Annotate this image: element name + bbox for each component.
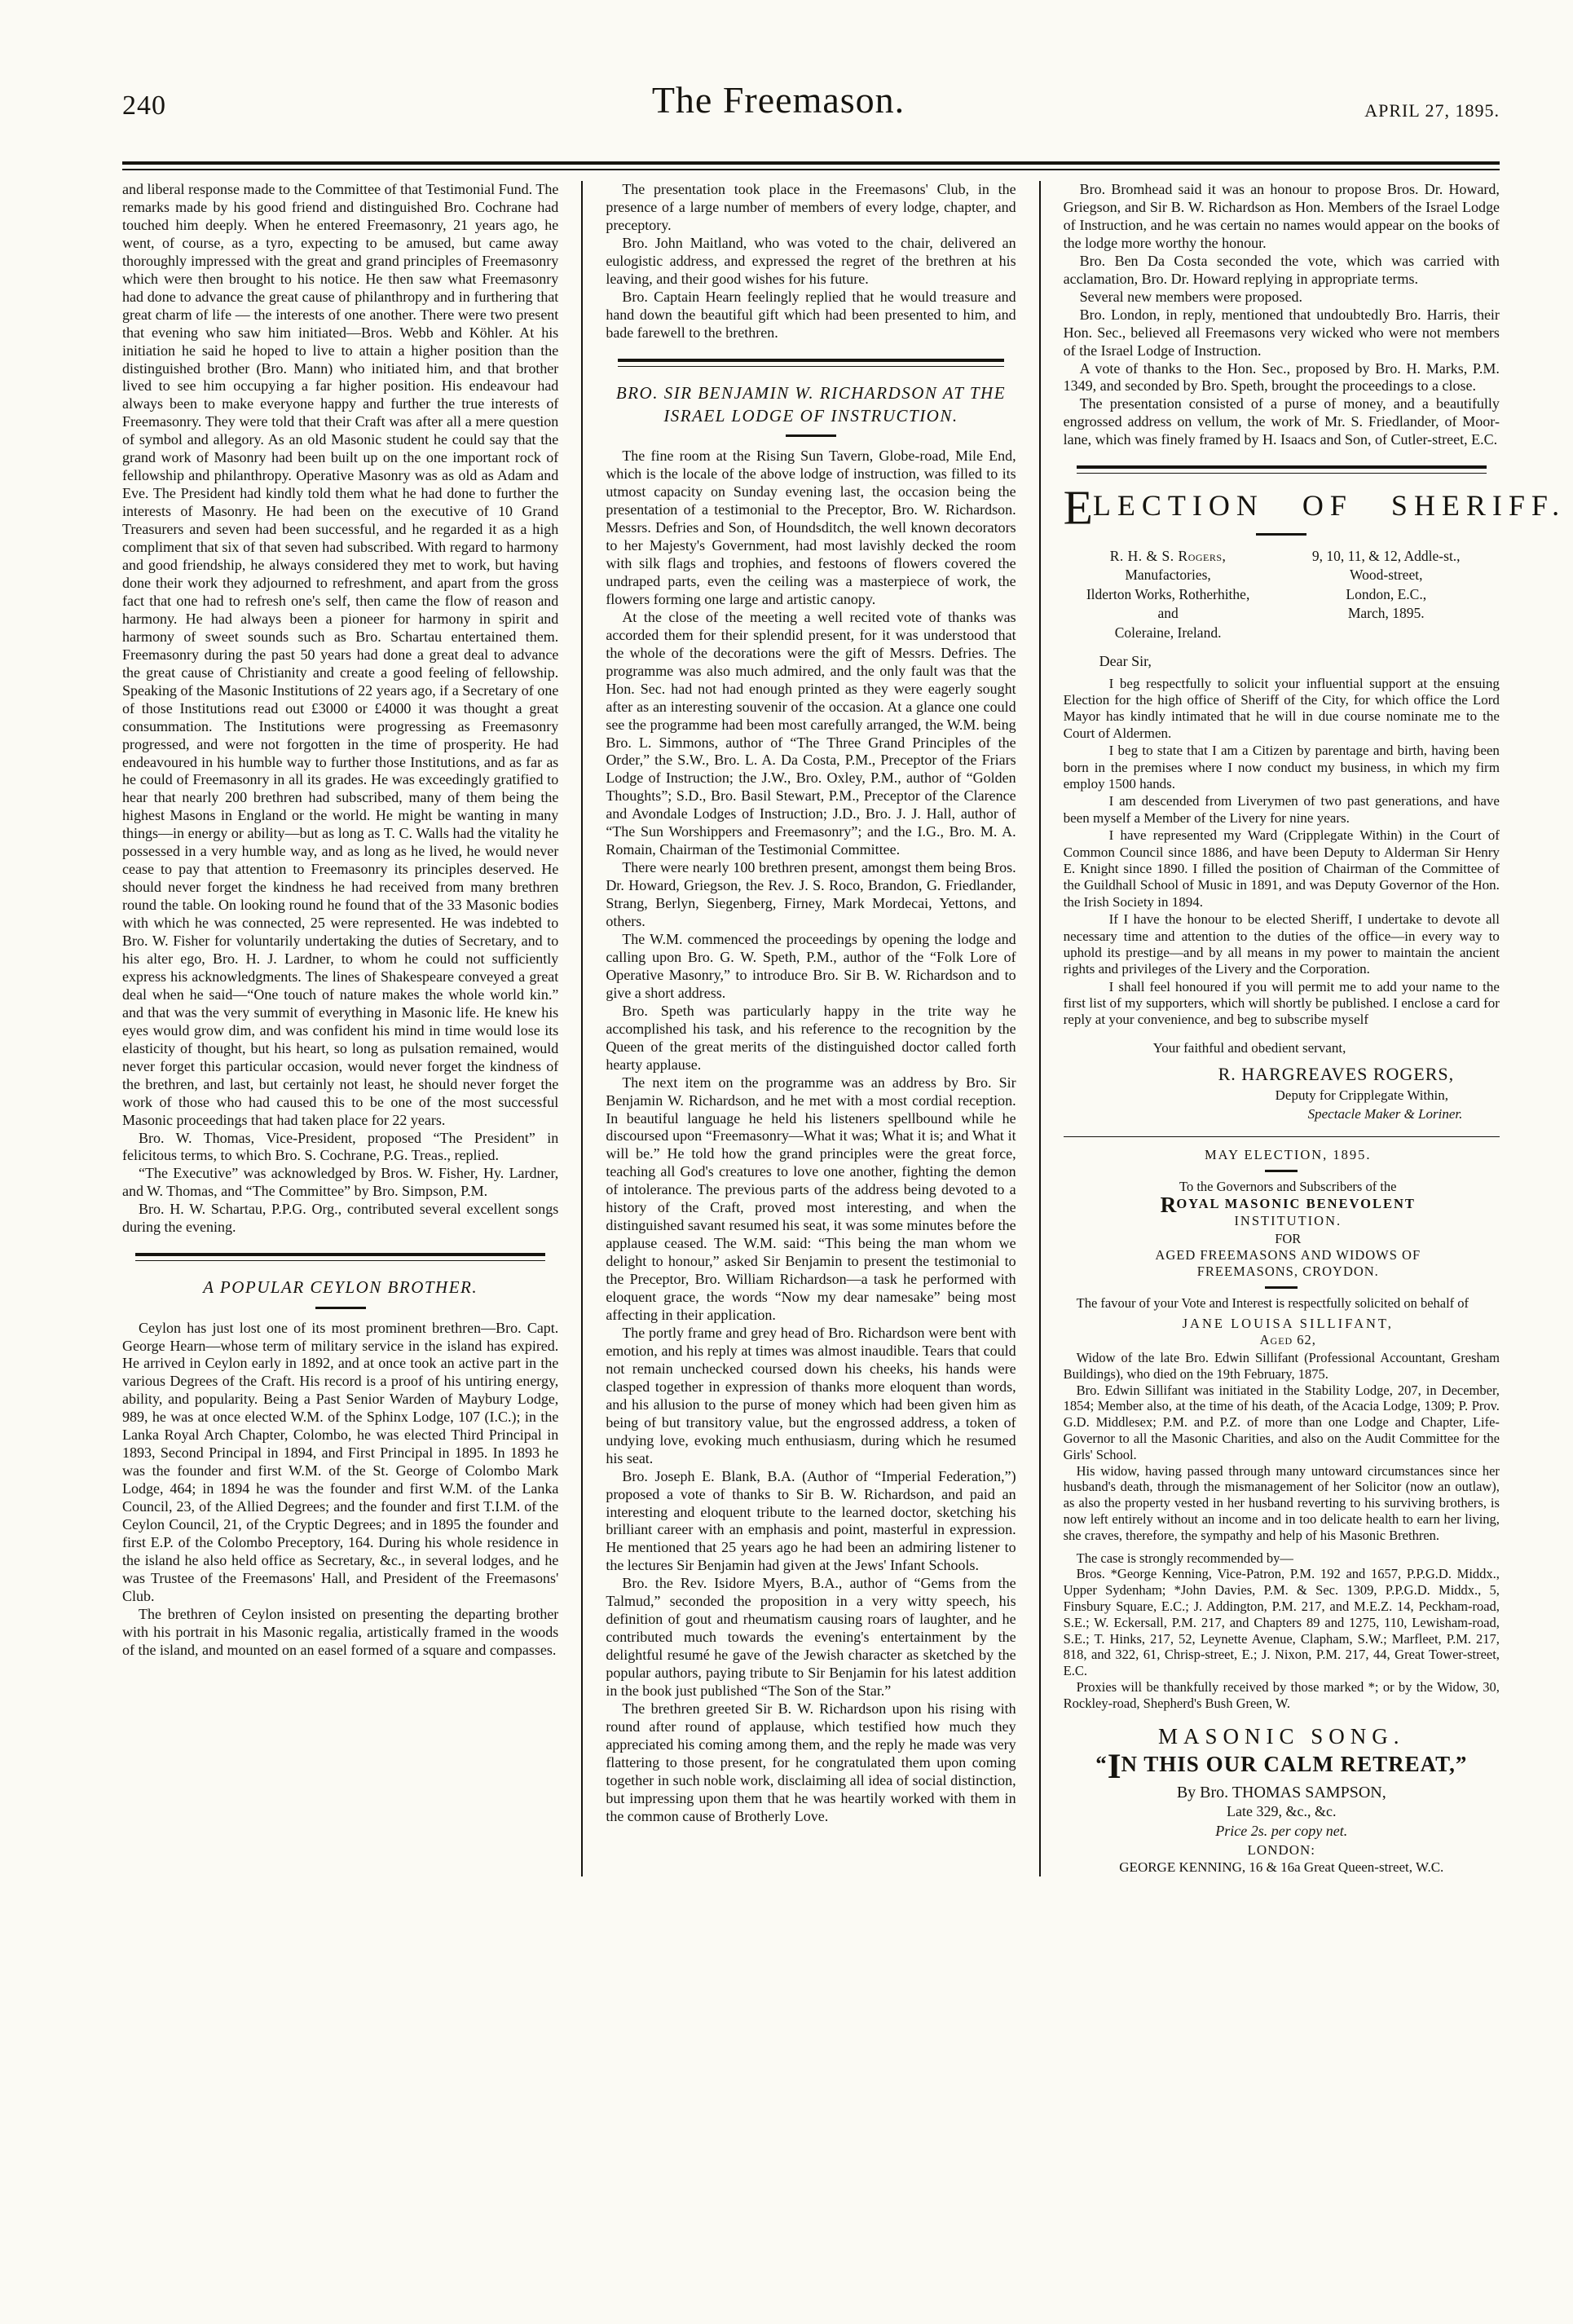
column-1 — [122, 181, 581, 1876]
song-price: Price 2s. per copy net. — [1215, 1822, 1348, 1839]
institution-line: INSTITUTION. — [1234, 1213, 1342, 1229]
ad-heading — [1063, 480, 1566, 535]
article-paragraph: and liberal response made to the Committee of that Testimonial Fund. The remarks made by his good friend and distinguished Bro. Cochrane had touched him deeply. When he entered Freemasonry, 21 years ago, he went, of course, as a tyro, expecting to be amused, but came away thoroughly impressed with the great and grand principles of Freemasonry which were then brought to his notice. He then saw what Freemasonry had done to advance the great cause of philanthropy and in furthering that great charm of life — the interests of one another. There were two present that evening who saw him initiated—Bros. Webb and Köhler. At his initiation he said he hoped to live to attain a higher position than the distinguished brother (Bro. Mann) who initiated him, and that brother lived to see him occupying a far higher position. His endeavour had always been to make everyone happy and further the true interests of Freemasonry. They were told that their Craft was after all a mere question of symbol and allegory. As an old Masonic student he could say that the grand work of Masonry had been built up on the one important rock of fellowship and philanthropy. Operative Masonry was as old as Adam and Eve. The President had kindly told them what he had done to further the interests of Masonry. He had been on the executive of 10 Grand Treasurers and seven had been successful, and he regarded it as a high compliment that six of that seven had subscribed. With regard to harmony and good friendship, he always considered they met to work, but having done their work they adjourned to refreshment, and apart from the gross fact that one had to refresh one's self, then came the flow of reason and harmony. He had always been a pioneer for harmony in spirit and harmony of sweet sounds such as Bro. Schartau entertained them. Freemasonry during the past 50 years had done a great deal to advance the great cause of Christianity and create a good feeling of fellowship. Speaking of the Masonic Institutions of 22 years ago, if a Secretary of one of those Institutions read out £3000 or £4000 it was thought a great consummation. The Institutions were progressing as Freemasonry progressed, and were not forgotten in the time of prosperity. He had endeavoured in his humble way to further those Institutions, and as far as he could of Freemasonry in all its grades. He was exceedingly gratified to hear that nearly 200 brethren had subscribed, many of them being the highest Masons in England or the world. He might be wanting in many things—in energy or ability—but as long as T. C. Walls had the vitality he possessed in a very humble way, and as long as he lived, he would never cease to pay that attention to Freemasonry its principles deserved. He should never forget the kindness he had received from many brethren round the table. On looking round he found that of the 33 Masonic bodies with which he was connected, 25 were represented. He was indebted to Bro. W. Fisher for voluntarily undertaking the duties of Secretary, and to his alter ego, Bro. H. J. Lardner, to whom he could not sufficiently express his acknowledgments. The lines of Shakespeare conveyed a great deal when he said—“One touch of nature makes the whole world kin.” and that was the very summit of everything in Masonic life. He knew his eyes would grow dim, and was confident his mind in time would lose its elasticity of thought, but his heart, so long as pulsation remained, would never forget this particular occasion, would never forget the kindness of the brethren, and last, but certainly not least, he should never forget the work of those who had caused this to be one of the most successful Masonic proceedings that had taken place for 22 years. — [122, 181, 559, 1128]
candidate-name: JANE LOUISA SILLIFANT, — [1182, 1316, 1394, 1332]
israel-lodge-continuation — [1064, 181, 1500, 449]
letter-paragraph: I beg respectfully to solicit your influential support at the ensuing Election for the high office of Sheriff of the City, for which office the Lord Mayor has kindly intimated that he will in due course nominate me to the Court of Aldermen. — [1063, 675, 1500, 741]
election-of-sheriff-ad — [1063, 480, 1566, 1123]
sender-line: Manufactories, — [1125, 567, 1211, 584]
article-paragraph: Bro. Captain Hearn feelingly replied that he would treasure and hand down the beautiful gift which had been presented to him, and bade farewell to the brethren. — [606, 288, 1016, 341]
heading-underline-rule — [786, 434, 836, 437]
purpose-line1: AGED FREEMASONS AND WIDOWS OF — [1155, 1247, 1421, 1263]
letter-salutation: Dear Sir, — [1099, 652, 1152, 669]
address-line: London, E.C., — [1346, 585, 1427, 602]
letter-signature: R. HARGREAVES ROGERS, — [1218, 1063, 1455, 1084]
sender-street-block — [1273, 547, 1500, 643]
section-divider-rule — [618, 359, 1003, 367]
letter-paragraph: I shall feel honoured if you will permit me to add your name to the first list of my supporters, which will shortly be published. I enclose a card for reply at your convenience, and beg to subscribe myself — [1063, 978, 1500, 1028]
letter-paragraph: I beg to state that I am a Citizen by parentage and birth, having been born in the premises where I now conduct my business, in which my firm employ 1500 hands. — [1063, 743, 1500, 792]
small-rule — [1265, 1170, 1298, 1172]
song-title — [1064, 1748, 1500, 1787]
article-paragraph: Bro. Ben Da Costa seconded the vote, which was carried with acclamation, Bro. Dr. Howard replying in appropriate terms. — [1063, 252, 1500, 287]
article-heading — [606, 381, 1016, 428]
column-3 — [1041, 181, 1566, 1876]
small-rule — [1265, 1286, 1298, 1289]
signature-subtitle: Spectacle Maker & Loriner. — [1307, 1106, 1463, 1122]
section-divider-rule — [1064, 1136, 1500, 1137]
article-paragraph: Several new members were proposed. — [1079, 288, 1303, 305]
article-paragraph: The next item on the programme was an address by Bro. Sir Benjamin W. Richardson, and he met with a most cordial reception. In beautiful language he held his listeners spellbound while he discoursed upon “Freemasonry—What it was; What it is; and What it will be.” He told how the grand principles were the great force, teaching all God's creatures to love one another, fighting the demon of intolerance. The previous parts of the address being devoted to a history of the Craft, proved most interesting, and when the distinguished savant resumed his seat, it was some minutes before the applause ceased. The W.M. said: “This being the man whom we delight to honour,” asked Sir Benjamin to present the testimonial to the Preceptor, Bro. William Richardson—a task he performed with eloquent grace, the words “Now my dear namesake” being most affecting in their application. — [606, 1074, 1016, 1324]
article-paragraph: Bro. H. W. Schartau, P.P.G. Org., contributed several excellent songs during the evening. — [122, 1201, 559, 1236]
article-paragraph: “The Executive” was acknowledged by Bros. W. Fisher, Hy. Lardner, and W. Thomas, and “The Committee” by Bro. Simpson, P.M. — [122, 1165, 559, 1200]
article-paragraph: A vote of thanks to the Hon. Sec., proposed by Bro. H. Marks, P.M. 1349, and seconded by Bro. Speth, brought the proceedings to a close. — [1063, 359, 1500, 395]
address-line: Wood-street, — [1350, 567, 1423, 584]
sender-line: Coleraine, Ireland. — [1114, 624, 1222, 642]
page-header — [122, 78, 1500, 121]
letter-valediction: Your faithful and obedient servant, — [1152, 1039, 1346, 1056]
address-line: March, 1895. — [1347, 605, 1425, 622]
article-paragraph: Bro. Speth was particularly happy in the trite way he accomplished his task, and his reference to the recognition by the Queen of the great merits of the distinguished doctor called forth hearty applause. — [606, 1002, 1016, 1073]
institution-name-text: OYAL MASONIC BENEVOLENT — [1176, 1196, 1416, 1212]
article-heading-line2: ISRAEL LODGE OF INSTRUCTION. — [663, 405, 958, 426]
letter-paragraph: If I have the honour to be elected Sheriff, I undertake to devote all necessary time and attention to the duties of the office—in every way to uphold its prestige—and by all means in my power to maintain the ancient rights and privileges of the Livery and the Corporation. — [1063, 911, 1500, 977]
election-line: MAY ELECTION, 1895. — [1205, 1146, 1372, 1162]
proxies-note: Proxies will be thankfully received by those marked *; or by the Widow, 30, Rockley-road, Shepherd's Bush Green, W. — [1063, 1678, 1500, 1711]
letter-paragraph: I have represented my Ward (Cripplegate Within) in the Court of Common Council since 1886, and have been Deputy to Alderman Sir Henry E. Knight since 1890. I filled the position of Chairman of the Committee of the Guildhall School of Music in 1891, and was Deputy Governor of the Hon. the Irish Society in 1894. — [1063, 827, 1500, 910]
letter-paragraph: I am descended from Liverymen of two past generations, and have been myself a Member of the Livery for nine years. — [1063, 793, 1500, 826]
case-paragraph: Bro. Edwin Sillifant was initiated in the Stability Lodge, 207, in December, 1854; Member also, at the time of his death, of the Acacia Lodge, 1309; P. Prov. G.D. Middlesex; P.M. and P.Z. of more than one Lodge and Chapter, Life-Governor to all the Masonic Charities, and also on the Audit Committee for the Girls' School. — [1063, 1382, 1500, 1462]
presentation-article-continuation — [606, 181, 1016, 342]
ceylon-brother-article — [122, 1276, 558, 1659]
article-paragraph: The fine room at the Rising Sun Tavern, Globe-road, Mile End, which is the locale of the above lodge of instruction, was filled to its utmost capacity on Sunday evening last, the occasion being the presentation of a testimonial to the Preceptor, Bro. W. Richardson. Messrs. Defries and Son, of Houndsditch, the well known decorators to her Majesty's Government, had most lavishly decked the room with silk flags and trophies, and festoons of flowers covered the undraped parts, even the ceiling was a masterpiece of work, the flowers forming one large and artistic canopy. — [606, 448, 1016, 607]
case-paragraph: His widow, having passed through many untoward circumstances since her husband's death, through the mismanagement of her Solicitor (now an outlaw), as also the property vested in her husband reverting to his surviving brothers, is now left entirely without an income and in too delicate health to earn her living, she craves, therefore, the sympathy and help of his Masonic Brethren. — [1063, 1462, 1500, 1543]
sender-name-block — [1064, 547, 1273, 643]
article-paragraph: Bro. John Maitland, who was voted to the chair, delivered an eulogistic address, and expressed the regret of the brethren at his leaving, and their good wishes for his future. — [606, 234, 1016, 287]
signature-title: Deputy for Cripplegate Within, — [1275, 1087, 1449, 1104]
masthead-title: The Freemason. — [651, 79, 905, 121]
article-paragraph: The W.M. commenced the proceedings by opening the lodge and calling upon Bro. G. W. Speth, P.M., author of the “Folk Lore of Operative Masonry,” to introduce Bro. Sir B. W. Richardson and to give a short address. — [606, 931, 1016, 1001]
song-author: By Bro. THOMAS SAMPSON, — [1176, 1784, 1386, 1802]
addressee-line: To the Governors and Subscribers of the — [1179, 1178, 1397, 1194]
issue-date: APRIL 27, 1895. — [1364, 100, 1500, 121]
page-number: 240 — [122, 90, 166, 121]
sender-address-block — [1064, 547, 1500, 643]
testimonial-article-continuation — [122, 181, 558, 1237]
section-divider-rule — [135, 1253, 545, 1261]
richardson-israel-lodge-article — [606, 381, 1016, 1826]
header-rule — [122, 161, 1500, 170]
publisher-city: LONDON: — [1247, 1841, 1316, 1858]
address-line: 9, 10, 11, & 12, Addle-st., — [1311, 547, 1461, 564]
letter-body — [1064, 676, 1500, 1029]
heading-underline-rule — [1256, 533, 1306, 536]
heading-underline-rule — [315, 1307, 366, 1309]
song-author-lodges: Late 329, &c., &c. — [1227, 1802, 1337, 1819]
article-paragraph: The portly frame and grey head of Bro. Richardson were bent with emotion, and his reply at times was almost inaudible. Tears that could not remain unchecked coursed down his cheeks, his hands were clasped together in expression of thanks more eloquent than words, and his allusion to the purse of money which had been given him as being of but transitory value, but the engrossed address, a token of undying love, evoking much enthusiasm, during which he resumed his seat. — [606, 1324, 1016, 1466]
ad-heading-text: LECTION OF SHERIFF. — [1092, 489, 1566, 523]
article-paragraph: The presentation consisted of a purse of money, and a beautifully engrossed address on vellum, the work of Mr. S. Friedlander, of Moor-lane, which was finely framed by H. Isaacs and Son, of Cutler-street, E.C. — [1063, 395, 1500, 448]
candidate-age: Aged 62, — [1259, 1332, 1316, 1348]
article-paragraph: There were nearly 100 brethren present, amongst them being Bros. Dr. Howard, Griegson, the Rev. J. S. Roco, Brandon, G. Friedlander, Strang, Berlyn, Siegenberg, Firney, Mark Mordecai, Yettons, and others. — [606, 859, 1016, 930]
section-divider-rule — [1077, 465, 1487, 474]
article-paragraph: Bro. London, in reply, mentioned that undoubtedly Bro. Harris, their Hon. Sec., believed all Freemasons very wicked who were not members of the Israel Lodge of Instruction. — [1063, 306, 1500, 359]
article-paragraph: At the close of the meeting a well recited vote of thanks was accorded them for their splendid present, for it was understood that the whole of the decorations were the gift of Messrs. Defries. The programme was also much admired, and the only fault was that the Hon. Sec. had not had enough printed as they were eagerly sought after as an interesting souvenir of the occasion. At a glance one could see the programme had been most carefully arranged, the W.M. being Bro. L. Simmons, author of “The Three Grand Principles of the Order,” the S.W., Bro. L. A. Da Costa, P.M., Preceptor of the Friars Lodge of Instruction; the J.W., Bro. Oxley, P.M., author of “Golden Thoughts”; S.D., Bro. Basil Stewart, P.M., Preceptor of the Clarence and Avondale Lodges of Instruction; J.D., Bro. J. J. Hall, author of “The Sun Worshippers and Freemasonry”; and the I.G., Bro. M. A. Romain, Chairman of the Testimonial Committee. — [606, 608, 1016, 858]
sender-line: Ilderton Works, Rotherhithe, — [1086, 585, 1250, 602]
drop-cap-letter: I — [1107, 1748, 1121, 1787]
article-paragraph: The brethren of Ceylon insisted on presenting the departing brother with his portrait in his Masonic regalia, artistically framed in the woods of the island, and mounted on an easel formed of a square and compasses. — [122, 1605, 559, 1658]
article-paragraph: Bro. W. Thomas, Vice-President, proposed “The President” in felicitous terms, to which Bro. S. Cochrane, P.G. Treas., replied. — [122, 1129, 559, 1164]
recommended-intro: The case is strongly recommended by— — [1076, 1550, 1293, 1566]
for-line: FOR — [1275, 1231, 1302, 1247]
drop-cap-letter: E — [1063, 480, 1093, 535]
publisher-address: GEORGE KENNING, 16 & 16a Great Queen-street, W.C. — [1119, 1859, 1444, 1876]
article-paragraph: Bro. the Rev. Isidore Myers, B.A., author of “Gems from the Talmud,” seconded the proposition in a very witty speech, his definition of gout and rheumatism causing roars of laughter, and he contributed much towards the evening's entertainment by the delightful resumé he gave of the Jewish character as sketched by the popular authors, paying tribute to Sir Benjamin for his latest addition in the book just published “The Son of the Star.” — [606, 1575, 1016, 1700]
article-paragraph: Bro. Bromhead said it was an honour to propose Bros. Dr. Howard, Griegson, and Sir B. W. Richardson as Hon. Members of the Israel Lodge of Instruction, and he was certain no names would appear on the books of the lodge more worthy the honour. — [1063, 181, 1500, 251]
masonic-song-ad — [1064, 1723, 1500, 1877]
columns-container — [122, 181, 1566, 1876]
purpose-line2: FREEMASONS, CROYDON. — [1196, 1263, 1379, 1279]
article-heading: A POPULAR CEYLON BROTHER. — [203, 1277, 478, 1298]
sender-line: and — [1157, 605, 1179, 622]
column-2 — [581, 181, 1040, 1876]
article-paragraph: Ceylon has just lost one of its most prominent brethren—Bro. Capt. George Hearn—whose term of military service in the island has expired. He arrived in Ceylon early in 1892, and at once took an active part in the various Degrees of the Craft. His record is a proof of his untiring energy, ability, and popularity. Being a Past Senior Warden of Maybury Lodge, 989, he was at once elected W.M. of the Sphinx Lodge, 107 (I.C.); in the Lanka Royal Arch Chapter, Colombo, he was elected Third Principal in 1893, Second Principal in 1894, and First Principal in 1895. In 1893 he was the founder and first W.M. of the St. George of Colombo Mark Lodge, 464; in 1894 he was the founder and first W.M. of the Lanka Council, 23, of the Allied Degrees; and the founder and first T.I.M. of the Ceylon Council, 21, of the Cryptic Degrees; and in 1895 the founder and first E.P. of the Colombo Preceptory, 164. During his whole residence in the island he also held office as Secretary, &c., in several lodges, and he was Trustee of the Freemasons' Hall, and President of the Freemasons' Club. — [122, 1319, 559, 1604]
case-paragraph: Widow of the late Bro. Edwin Sillifant (Professional Accountant, Gresham Buildings), who died on the 19th February, 1875. — [1063, 1349, 1500, 1382]
song-title-text: N THIS OUR CALM RETREAT,” — [1121, 1752, 1468, 1777]
article-paragraph: The brethren greeted Sir B. W. Richardson upon his rising with round after round of applause, which testified how much they appreciated his coming among them, and the reply he made was very flattering to those present, for he congratulated them upon coming together in such noble work, disclaiming all idea of social distinction, but impressing upon them that he was heartily worked with them in the common cause of Brotherly Love. — [606, 1700, 1016, 1824]
sender-name: R. H. & S. Rogers, — [1109, 547, 1227, 564]
recommenders-list: Bros. *George Kenning, Vice-Patron, P.M. 192 and 1657, P.P.G.D. Middx., Upper Sydenham; *John Davies, P.M. & Sec. 1309, P.P.G.D. Middx., 5, Finsbury Square, E.C.; J. Addington, P.M. 217, and M.E.Z. 14, Peckham-road, S.E.; W. Eckersall, P.M. 217, and Chapters 89 and 1275, 110, Lewisham-road, S.E.; T. Hinks, 217, 52, Leynette Avenue, Clapham, S.W.; Marfleet, P.M. 217, 818, and 322, 61, Chrisp-street, E.; J. Nixon, P.M. 217, 44, Great Tower-street, E.C. — [1063, 1566, 1500, 1679]
institution-name — [1064, 1193, 1500, 1218]
article-paragraph: Bro. Joseph E. Blank, B.A. (Author of “Imperial Federation,”) proposed a vote of thanks to Sir B. W. Richardson, and paid an interesting and eloquent tribute to the learned doctor, sketching his brilliant career with an emphasis and point, masterful in expression. He mentioned that 25 years ago he had been an admiring listener to the lectures Sir Benjamin had given at the Jews' Infant Schools. — [606, 1467, 1016, 1574]
royal-masonic-benevolent-ad — [1064, 1147, 1500, 1712]
song-title-quote: “ — [1095, 1752, 1108, 1777]
article-paragraph: The presentation took place in the Freemasons' Club, in the presence of a large number of members of every lodge, chapter, and preceptory. — [606, 181, 1016, 233]
drop-cap-letter: R — [1160, 1193, 1177, 1218]
ad-heading: MASONIC SONG. — [1158, 1723, 1405, 1749]
article-heading-line1: BRO. SIR BENJAMIN W. RICHARDSON AT THE — [615, 382, 1007, 403]
solicit-text: The favour of your Vote and Interest is respectfully solicited on behalf of — [1076, 1294, 1469, 1311]
